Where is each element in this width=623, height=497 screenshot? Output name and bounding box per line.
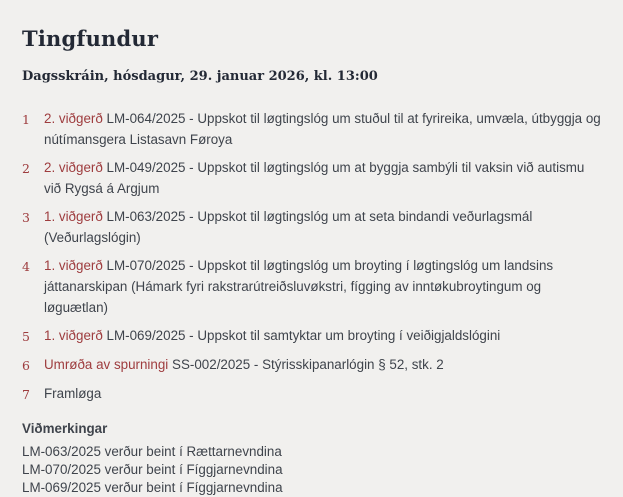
agenda-item-body bbox=[44, 325, 601, 346]
agenda-item-body bbox=[44, 354, 601, 375]
page-title: Tingfundur bbox=[22, 26, 159, 51]
agenda-item-body bbox=[44, 206, 601, 248]
remark-line: LM-069/2025 verður beint í Fíggjarnevndina bbox=[22, 480, 283, 495]
agenda-item-number: 7 bbox=[22, 387, 30, 402]
agenda-item-number: 1 bbox=[22, 112, 30, 127]
agenda-item-text: LM-063/2025 - Uppskot til løgtingslóg um at seta bindandi veðurlagsmál (Veðurlagslógin) bbox=[44, 209, 533, 245]
agenda-item-text: LM-049/2025 - Uppskot til løgtingslóg um at byggja sambýli til vaksin við autismu við Rygsá á Argjum bbox=[44, 160, 585, 196]
agenda-date-subtitle: Dagsskráin, hósdagur, 29. januar 2026, kl. 13:00 bbox=[22, 69, 378, 84]
agenda-item-action-link[interactable]: 2. viðgerð bbox=[44, 111, 103, 126]
agenda-item-number: 6 bbox=[22, 358, 30, 373]
agenda-item bbox=[22, 157, 601, 199]
agenda-list bbox=[22, 108, 601, 405]
agenda-item-action-link[interactable]: 1. viðgerð bbox=[44, 258, 103, 273]
agenda-item-body bbox=[44, 157, 601, 199]
agenda-item bbox=[22, 383, 601, 405]
agenda-item-action-link[interactable]: 1. viðgerð bbox=[44, 328, 103, 343]
agenda-item bbox=[22, 108, 601, 150]
agenda-item-action-link[interactable]: Umrøða av spurningi bbox=[44, 357, 169, 372]
agenda-item bbox=[22, 354, 601, 376]
agenda-item-text: SS-002/2025 - Stýrisskipanarlógin § 52, stk. 2 bbox=[172, 357, 444, 372]
agenda-item-action-link[interactable]: 1. viðgerð bbox=[44, 209, 103, 224]
remark-line: LM-070/2025 verður beint í Fíggjarnevndina bbox=[22, 462, 283, 477]
agenda-item bbox=[22, 325, 601, 347]
agenda-item-text: LM-069/2025 - Uppskot til samtyktar um broyting í veiðigjaldslógini bbox=[106, 328, 501, 343]
agenda-item-body bbox=[44, 255, 601, 318]
agenda-item-action-link[interactable]: 2. viðgerð bbox=[44, 160, 103, 175]
agenda-item-number: 3 bbox=[22, 210, 30, 225]
remark-line: LM-063/2025 verður beint í Rættarnevndina bbox=[22, 444, 282, 459]
agenda-item-body bbox=[44, 383, 601, 404]
agenda-item bbox=[22, 255, 601, 318]
agenda-item-number: 5 bbox=[22, 329, 30, 344]
agenda-item-text: Framløga bbox=[44, 386, 102, 401]
agenda-item-number: 4 bbox=[22, 259, 30, 274]
agenda-item-body bbox=[44, 108, 601, 150]
agenda-item-text: LM-064/2025 - Uppskot til løgtingslóg um stuðul til at fyrireika, umvæla, útbyggja og nútímansgera Listasavn Føroya bbox=[44, 111, 601, 147]
agenda-item-text: LM-070/2025 - Uppskot til løgtingslóg um broyting í løgtingslóg um landsins játtanarskipan (Hámark fyri rakstrarútreiðsluvøkstri, fígging av inntøkubroytingum og løguætlan) bbox=[44, 258, 554, 315]
remarks-section bbox=[22, 420, 601, 497]
remarks-heading: Viðmerkingar bbox=[22, 421, 108, 436]
agenda-item-number: 2 bbox=[22, 161, 30, 176]
agenda-item bbox=[22, 206, 601, 248]
